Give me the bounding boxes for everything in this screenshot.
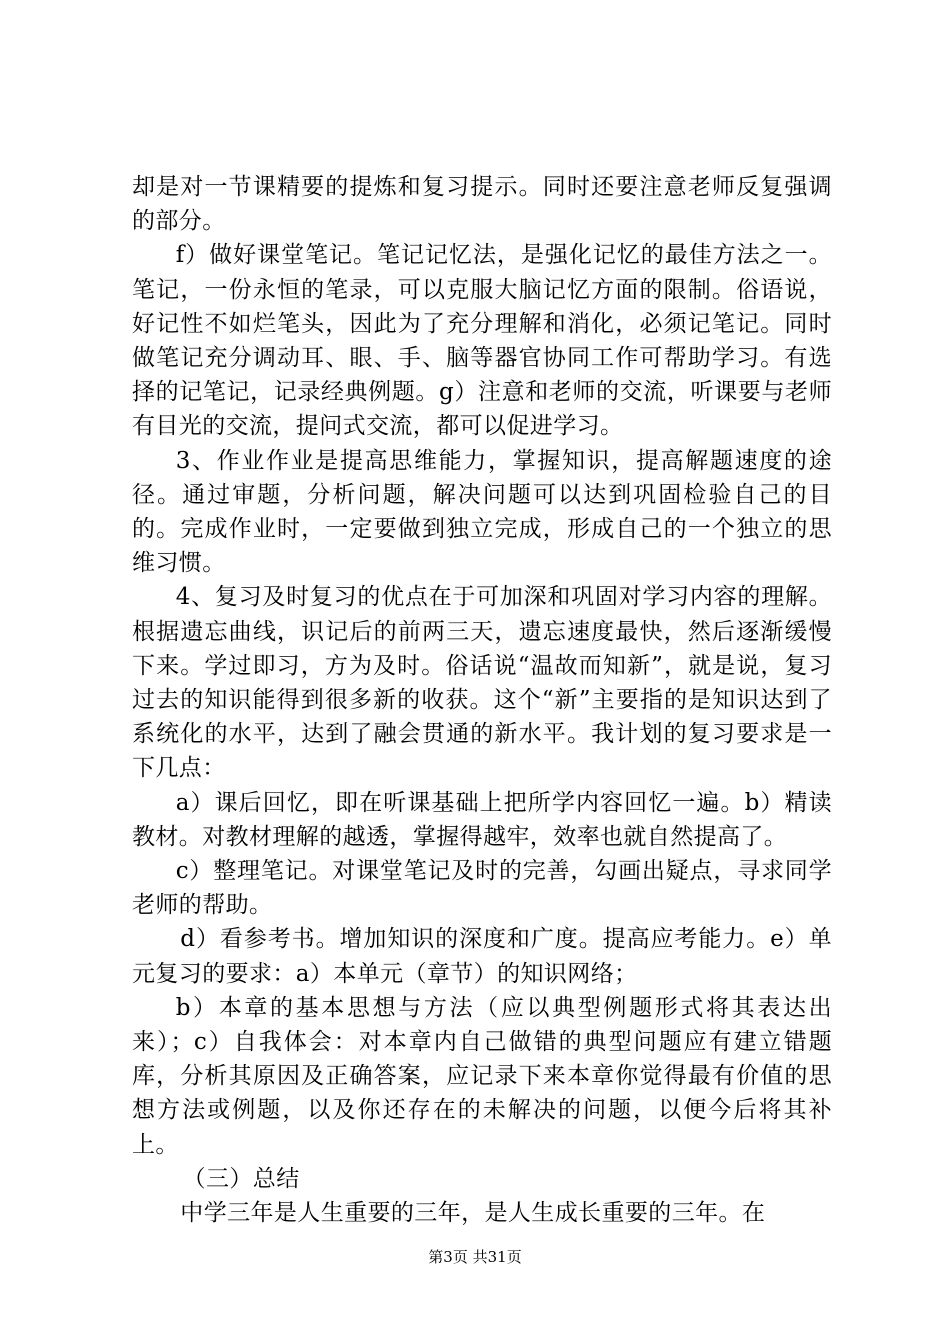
paragraph-6: c）整理笔记。对课堂笔记及时的完善，勾画出疑点，寻求同学老师的帮助。 [132, 858, 832, 919]
paragraph-3: 3、作业作业是提高思维能力，掌握知识，提高解题速度的途径。通过审题，分析问题，解决问题可以达到巩固检验自己的目的。完成作业时，一定要做到独立完成，形成自己的一个独立的思维习惯。 [132, 447, 832, 577]
paragraph-8: b）本章的基本思想与方法（应以典型例题形式将其表达出来）；c）自我体会：对本章内自己做错的典型问题应有建立错题库，分析其原因及正确答案，应记录下来本章你觉得最有价值的思想方法或例题，以及你还存在的未解决的问题，以便今后将其补上。 [132, 994, 832, 1158]
paragraph-4: 4、复习及时复习的优点在于可加深和巩固对学习内容的理解。根据遗忘曲线，识记后的前两三天，遗忘速度最快，然后逐渐缓慢下来。学过即习，方为及时。俗话说“温故而知新”，就是说，复习过去的知识能得到很多新的收获。这个“新”主要指的是知识达到了系统化的水平，达到了融会贯通的新水平。我计划的复习要求是一下几点： [132, 584, 832, 782]
paragraph-9: 中学三年是人生重要的三年，是人生成长重要的三年。在 [180, 1200, 766, 1227]
paragraph-5: a）课后回忆，即在听课基础上把所学内容回忆一遍。b）精读教材。对教材理解的越透，掌握得越牢，效率也就自然提高了。 [132, 789, 832, 850]
paragraph-2: f）做好课堂笔记。笔记记忆法，是强化记忆的最佳方法之一。笔记，一份永恒的笔录，可以克服大脑记忆方面的限制。俗语说，好记性不如烂笔头，因此为了充分理解和消化，必须记笔记。同时做笔记充分调动耳、眼、手、脑等器官协同工作可帮助学习。有选择的记笔记，记录经典例题。g）注意和老师的交流，听课要与老师有目光的交流，提问式交流，都可以促进学习。 [132, 242, 832, 440]
paragraph-1: 却是对一节课精要的提炼和复习提示。同时还要注意老师反复强调的部分。 [132, 174, 832, 235]
document-body [132, 170, 832, 1230]
page-footer: 第3页 共31页 [428, 1248, 522, 1266]
paragraph-7: d）看参考书。增加知识的深度和广度。提高应考能力。e）单元复习的要求：a）本单元（章节）的知识网络； [132, 926, 832, 987]
section-heading-summary: （三）总结 [182, 1165, 300, 1192]
